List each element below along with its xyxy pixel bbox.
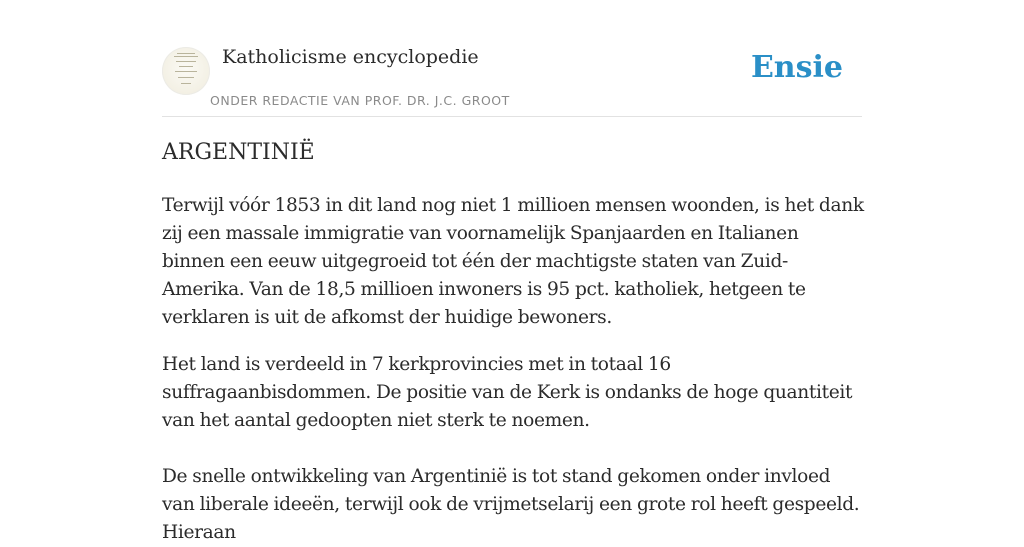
book-cover-thumbnail[interactable] [162,47,210,95]
editor-line: ONDER REDACTIE VAN PROF. DR. J.C. GROOT [210,93,510,108]
ensie-logo-link[interactable]: Ensie [750,50,843,85]
page [162,0,864,543]
article-paragraph-1: Terwijl vóór 1853 in dit land nog niet 1 millioen mensen woonden, is het dank zij een massale immigratie van voornamelijk Spanjaarden en Italianen binnen een eeuw uitgegroeid tot één der machtigste staten van Zuid-Amerika. Van de 18,5 millioen inwoners is 95 pct. katholiek, hetgeen te verklaren is uit de afkomst der huidige bewoners. [162,195,864,328]
article-paragraph-3: De snelle ontwikkeling van Argentinië is tot stand gekomen onder invloed van liberale ideeën, terwijl ook de vrijmetselarij een grote rol heeft gespeeld. Hieraan [162,466,860,543]
article-title: ARGENTINIË [162,140,315,165]
header [162,0,862,117]
article-paragraph-2: Het land is verdeeld in 7 kerkprovincies met in totaal 16 suffragaanbisdommen. De positie van de Kerk is ondanks de hoge quantiteit van het aantal gedoopten niet sterk te noemen. [162,354,853,431]
publication-title[interactable]: Katholicisme encyclopedie [222,46,479,68]
